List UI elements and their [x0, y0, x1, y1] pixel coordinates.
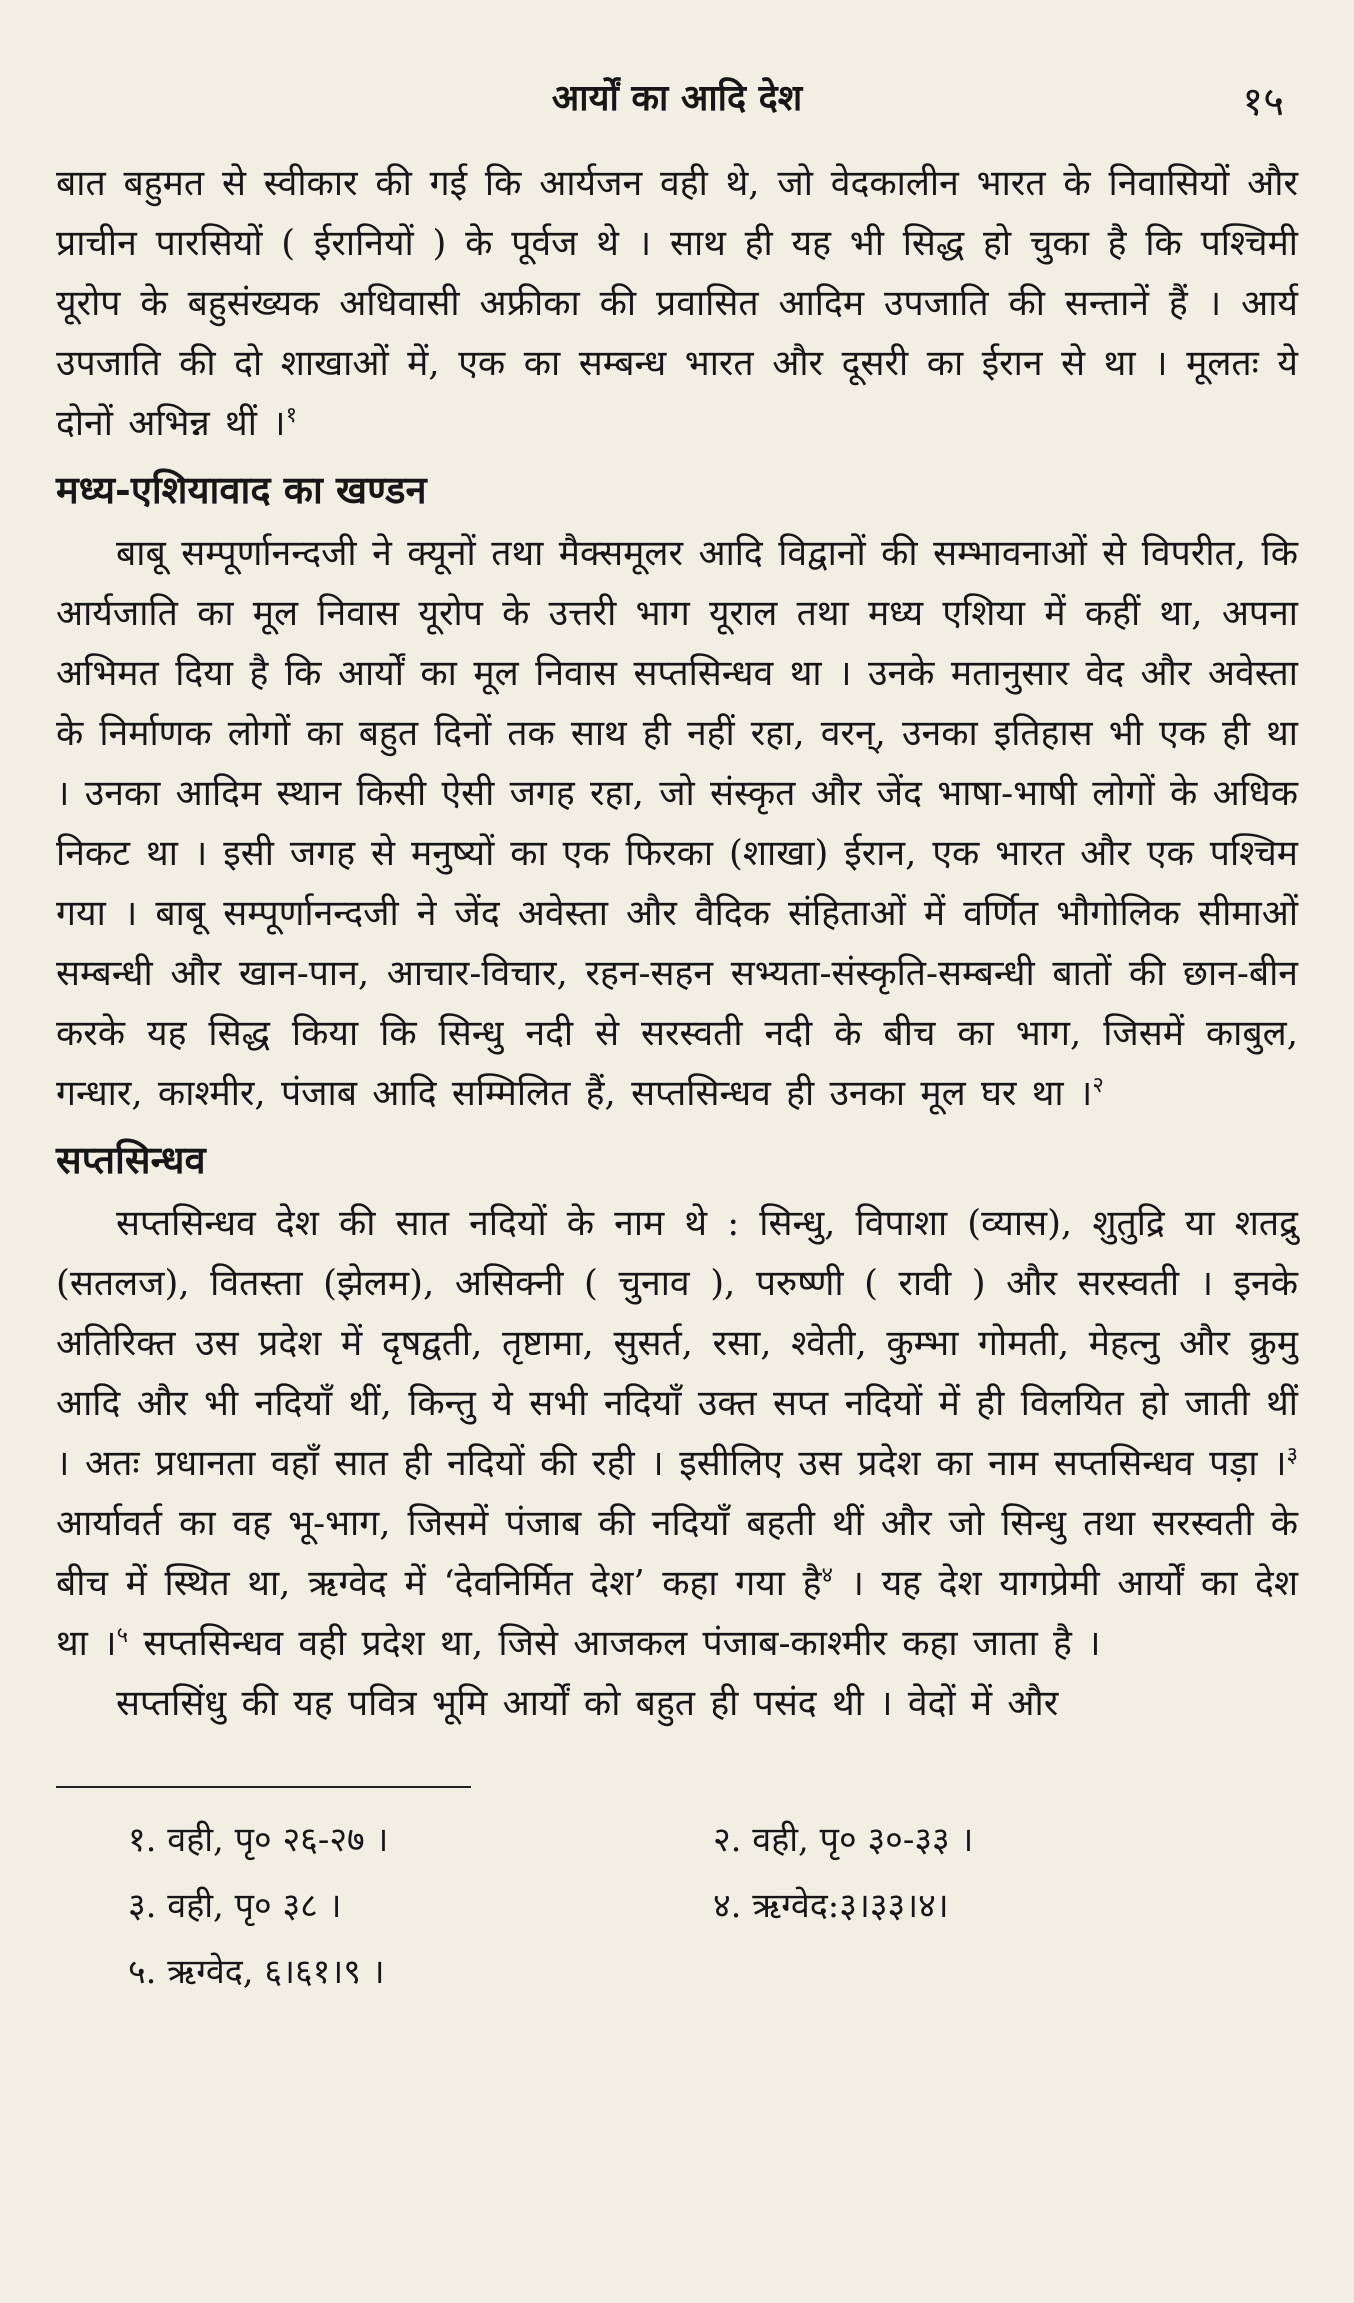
running-title: आर्यों का आदि देश — [551, 77, 803, 119]
footnote-item: १. वही, पृ० २६-२७ । — [128, 1820, 389, 1860]
footnote-ref: ५ — [116, 1623, 129, 1649]
footnote-ref: १ — [285, 403, 298, 429]
running-header — [56, 62, 1298, 132]
paragraph-text: । यह देश यागप्रेमी आर्यों का देश था । — [56, 1563, 1298, 1664]
paragraph-text: आर्यावर्त का वह भू-भाग, जिसमें पंजाब की नदियाँ बहती थीं और जो सिन्धु तथा सरस्वती के बीच में स्थित था, ऋग्वेद में ‘देवनिर्मित देश’ कहा गया है — [56, 1503, 1298, 1604]
paragraph-text: बाबू सम्पूर्णानन्दजी ने क्यूनों तथा मैक्समूलर आदि विद्वानों की सम्भावनाओं से विपरीत, कि आर्यजाति का मूल निवास यूरोप के उत्तरी भाग यूराल तथा मध्य एशिया में कहीं था, अपना अभिमत दिया है कि आर्यों का मूल निवास सप्तसिन्धव था । उनके मतानुसार वेद और अवेस्ता के निर्माणक लोगों का बहुत दिनों तक साथ ही नहीं रहा, वरन्, उनका इतिहास भी एक ही था । उनका आदिम स्थान किसी ऐसी जगह रहा, जो संस्कृत और जेंद भाषा-भाषी लोगों के अधिक निकट था । इसी जगह से मनुष्यों का एक फिरका (शाखा) ईरान, एक भारत और एक पश्चिम गया । बाबू सम्पूर्णानन्दजी ने जेंद अवेस्ता और वैदिक संहिताओं में वर्णित भौगोलिक सीमाओं सम्बन्धी और खान-पान, आचार-विचार, रहन-सहन सभ्यता-संस्कृति-सम्बन्धी बातों की छान-बीन करके यह सिद्ध किया कि सिन्धु नदी से सरस्वती नदी के बीच का भाग, जिसमें काबुल, गन्धार, काश्मीर, पंजाब आदि सम्मिलित हैं, सप्तसिन्धव ही उनका मूल घर था । — [56, 533, 1298, 1114]
paragraph-sampurnanand — [56, 524, 1298, 1124]
paragraph-text: सप्तसिन्धव देश की सात नदियों के नाम थे : सिन्धु, विपाशा (व्यास), शुतुद्रि या शतद्रु (सतलज), वितस्ता (झेलम), असिक्नी ( चुनाव ), परुष्णी ( रावी ) और सरस्वती । इनके अतिरिक्त उस प्रदेश में दृषद्वती, तृष्टामा, सुसर्त, रसा, श्वेती, कुम्भा गोमती, मेहत्नु और क्रुमु आदि और भी नदियाँ थीं, किन्तु ये सभी नदियाँ उक्त सप्त नदियों में ही विलयित हो जाती थीं । अतः प्रधानता वहाँ सात ही नदियों की रही । इसीलिए उस प्रदेश का नाम सप्तसिन्धव पड़ा । — [56, 1203, 1298, 1484]
section-heading-saptasindhav: सप्तसिन्धव — [56, 1137, 206, 1182]
footnote-item: ३. वही, पृ० ३८ । — [128, 1886, 342, 1926]
paragraph-sacred-land: सप्तसिंधु की यह पवित्र भूमि आर्यों को बहुत ही पसंद थी । वेदों में और — [116, 1683, 1059, 1724]
footnotes — [56, 1810, 1298, 2002]
section-heading-central-asia: मध्य-एशियावाद का खण्डन — [56, 467, 427, 512]
footnote-item: २. वही, पृ० ३०-३३ । — [713, 1820, 974, 1860]
footnote-divider — [56, 1786, 471, 1788]
footnote-item: ५. ऋग्वेद, ६।६१।९ । — [128, 1952, 385, 1992]
footnote-item: ४. ऋग्वेद:३।३३।४। — [713, 1886, 949, 1926]
footnote-ref: २ — [1092, 1073, 1104, 1099]
paragraph-intro — [56, 154, 1298, 454]
paragraph-text: बात बहुमत से स्वीकार की गई कि आर्यजन वही थे, जो वेदकालीन भारत के निवासियों और प्राचीन पारसियों ( ईरानियों ) के पूर्वज थे । साथ ही यह भी सिद्ध हो चुका है कि पश्चिमी यूरोप के बहुसंख्यक अधिवासी अफ्रीका की प्रवासित आदिम उपजाति की सन्तानें हैं । आर्य उपजाति की दो शाखाओं में, एक का सम्बन्ध भारत और दूसरी का ईरान से था । मूलतः ये दोनों अभिन्न थीं । — [56, 163, 1298, 444]
paragraph-text: सप्तसिन्धव वही प्रदेश था, जिसे आजकल पंजाब-काश्मीर कहा जाता है । — [143, 1623, 1101, 1664]
paragraph-rivers — [56, 1194, 1298, 1674]
page-number: १५ — [1242, 79, 1284, 125]
footnote-ref: ४ — [821, 1563, 833, 1589]
footnote-ref: ३ — [1286, 1443, 1298, 1469]
